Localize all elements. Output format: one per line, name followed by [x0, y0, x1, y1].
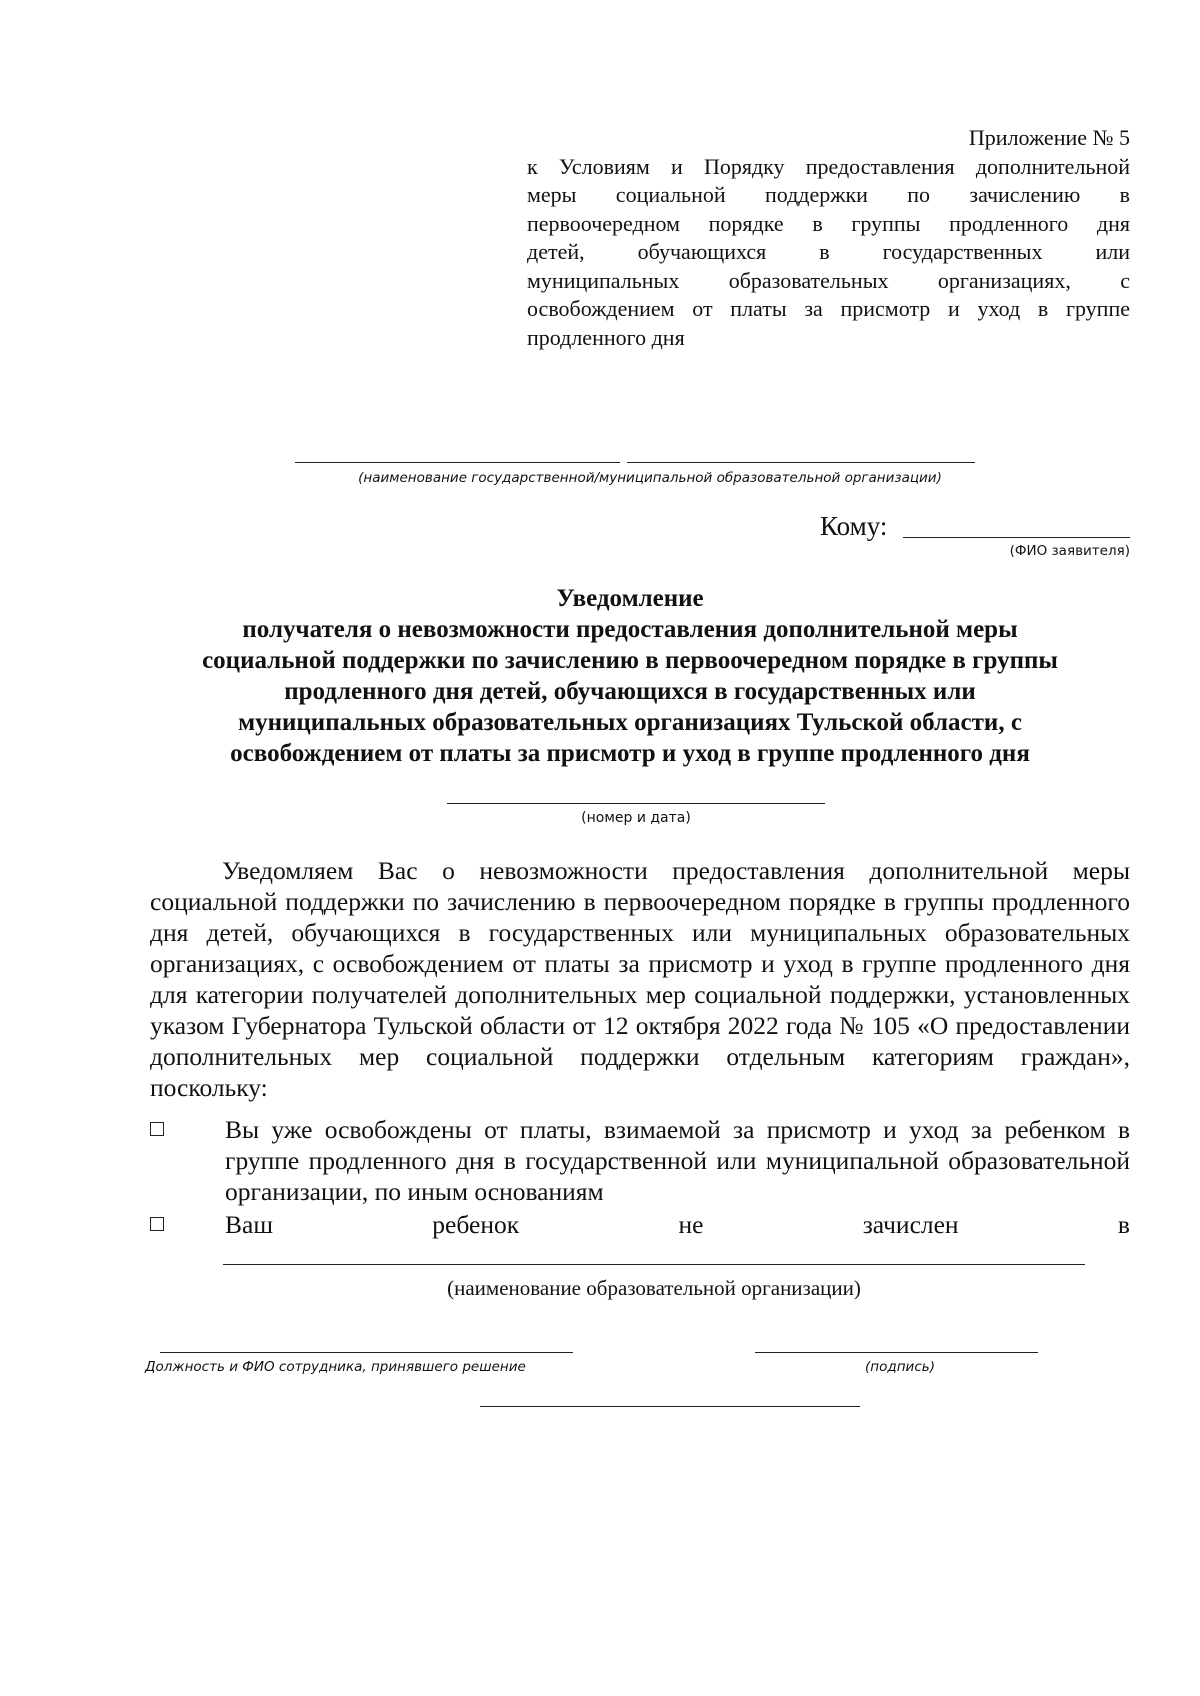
notice-title: [130, 583, 1130, 769]
recipient-caption: (ФИО заявителя): [1009, 543, 1130, 559]
recipient-line: [903, 537, 1130, 538]
recipient-label: Кому:: [820, 511, 888, 541]
option-not-enrolled: [150, 1209, 1130, 1240]
signature-caption: (подпись): [865, 1359, 935, 1375]
appendix-line-3: первоочередном порядке в группы продленного дня: [527, 210, 1130, 236]
bottom-line: [480, 1406, 860, 1407]
appendix-block: [527, 124, 1130, 352]
notice-body: [150, 855, 1130, 1103]
number-date-caption: (номер и дата): [581, 810, 691, 826]
appendix-line-7: продленного дня: [527, 324, 685, 350]
appendix-line-5: муниципальных образовательных организациях, с: [527, 267, 1130, 293]
option-already-exempt-text: Вы уже освобождены от платы, взимаемой за присмотр и уход за ребенком в группе продленного дня в государственной или муниципальной образовательной организации, по иным основаниям: [225, 1115, 1130, 1206]
org-name-caption: (наименование государственной/муниципальной образовательной организации): [358, 470, 942, 486]
option-not-enrolled-word-1: Ваш: [225, 1210, 273, 1239]
appendix-line-4: детей, обучающихся в государственных или: [527, 239, 1130, 264]
option-already-exempt-checkbox[interactable]: [150, 1122, 164, 1136]
notice-title-line-2: социальной поддержки по зачислению в первоочередном порядке в группы: [202, 647, 1058, 674]
notice-title-line-4: муниципальных образовательных организациях Тульской области, с: [238, 709, 1022, 736]
signature-line: [755, 1352, 1038, 1353]
notice-title-line-5: освобождением от платы за присмотр и уход в группе продленного дня: [230, 740, 1030, 767]
option-not-enrolled-word-3: не: [678, 1210, 704, 1239]
appendix-line-6: освобождением от платы за присмотр и уход в группе: [527, 296, 1130, 321]
notice-paragraph: Уведомляем Вас о невозможности предоставления дополнительной меры социальной поддержки по зачислению в первоочередном порядке в группы продленного дня детей, обучающихся в государственных или муниципальных образовательных организациях, с освобождением от платы за присмотр и уход в группе продленного дня для категории получателей дополнительных мер социальной поддержки, установленных указом Губернатора Тульской области от 12 октября 2022 года № 105 «О предоставлении дополнительных мер социальной поддержки отдельным категориям граждан», поскольку:: [150, 856, 1130, 1102]
position-name-line: [160, 1352, 573, 1353]
option-not-enrolled-word-5: в: [1117, 1210, 1130, 1239]
notice-title-line-1: получателя о невозможности предоставления дополнительной меры: [242, 616, 1018, 643]
org-name-line-right: [627, 462, 975, 463]
number-date-line: [447, 803, 825, 804]
notice-title-line-3: продленного дня детей, обучающихся в государственных или: [284, 678, 976, 705]
appendix-line-2: меры социальной поддержки по зачислению в: [527, 182, 1130, 207]
appendix-line-1: к Условиям и Порядку предоставления дополнительной: [527, 153, 1130, 179]
option-not-enrolled-word-2: ребенок: [432, 1210, 520, 1239]
notice-heading: Уведомление: [556, 585, 704, 612]
appendix-number: Приложение № 5: [968, 125, 1130, 150]
position-name-caption: Должность и ФИО сотрудника, принявшего решение: [145, 1359, 526, 1375]
edu-org-caption: (наименование образовательной организации): [447, 1276, 861, 1300]
option-already-exempt: [150, 1114, 1130, 1207]
option-not-enrolled-text: [225, 1209, 1130, 1240]
option-not-enrolled-checkbox[interactable]: [150, 1217, 164, 1231]
option-not-enrolled-word-4: зачислен: [862, 1210, 959, 1239]
org-name-line-left: [295, 462, 620, 463]
edu-org-line: [223, 1264, 1085, 1265]
